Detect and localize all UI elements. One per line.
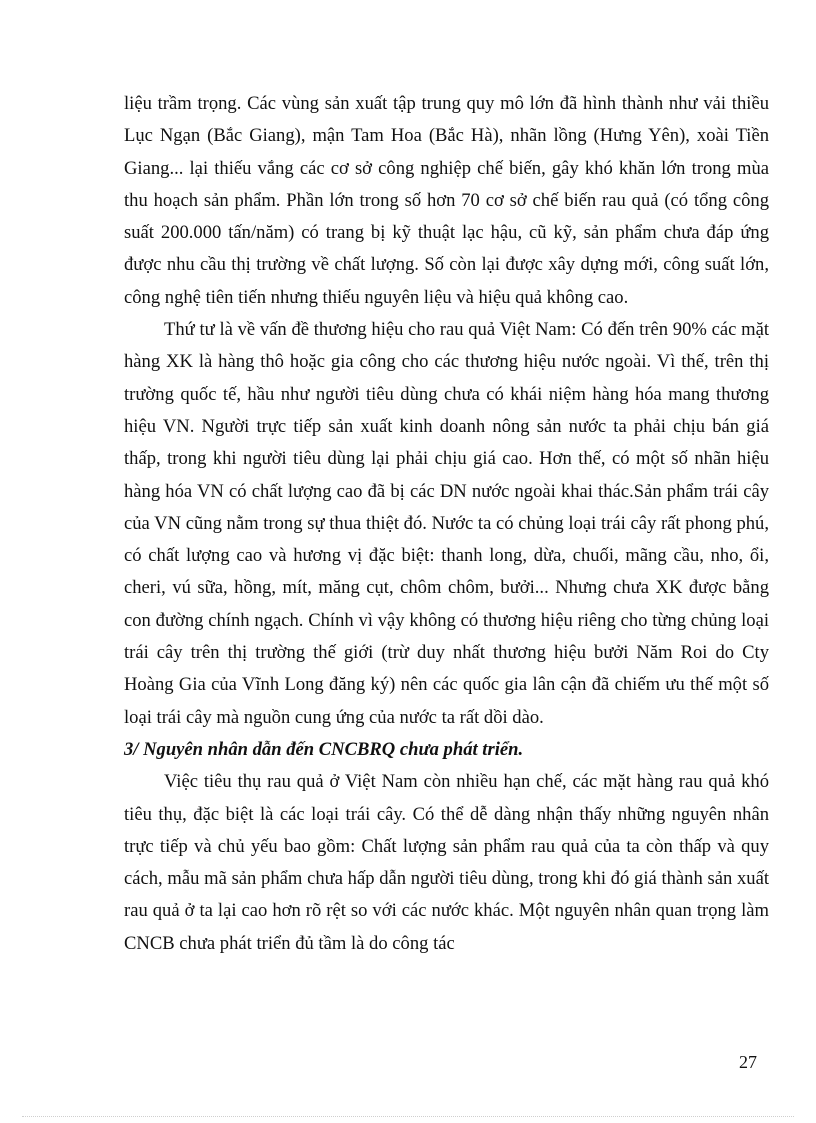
paragraph-brand-issue: Thứ tư là về vấn đề thương hiệu cho rau quả Việt Nam: Có đến trên 90% các mặt hàng XK là hàng thô hoặc gia công cho các thương hiệu nước ngoài. Vì thế, trên thị trường quốc tế, hầu như người tiêu dùng chưa có khái niệm hàng hóa mang thương hiệu VN. Người trực tiếp sản xuất kinh doanh nông sản nước ta phải chịu bán giá thấp, trong khi người tiêu dùng lại phải chịu giá cao. Hơn thế, có một số nhãn hiệu hàng hóa VN có chất lượng cao đã bị các DN nước ngoài khai thác.Sản phẩm trái cây của VN cũng nằm trong sự thua thiệt đó. Nước ta có chủng loại trái cây rất phong phú, có chất lượng cao và hương vị đặc biệt: thanh long, dừa, chuối, mãng cầu, nho, ổi, cheri, vú sữa, hồng, mít, măng cụt, chôm chôm, bưởi... Nhưng chưa XK được bằng con đường chính ngạch. Chính vì vậy không có thương hiệu riêng cho từng chủng loại trái cây trên thị trường thế giới (trừ duy nhất thương hiệu bưởi Năm Roi do Cty Hoàng Gia của Vĩnh Long đăng ký) nên các quốc gia lân cận đã chiếm ưu thế một số loại trái cây mà nguồn cung ứng của nước ta rất dồi dào. bbox=[124, 319, 769, 728]
document-body bbox=[124, 88, 769, 960]
footer-divider bbox=[22, 1116, 794, 1117]
section-heading: 3/ Nguyên nhân dẫn đến CNCBRQ chưa phát triển. bbox=[124, 738, 524, 760]
paragraph-continuation: liệu trầm trọng. Các vùng sản xuất tập trung quy mô lớn đã hình thành như vải thiều Lục Ngạn (Bắc Giang), mận Tam Hoa (Bắc Hà), nhãn lồng (Hưng Yên), xoài Tiền Giang... lại thiếu vắng các cơ sở công nghiệp chế biến, gây khó khăn lớn trong mùa thu hoạch sản phẩm. Phần lớn trong số hơn 70 cơ sở chế biến rau quả (có tổng công suất 200.000 tấn/năm) có trang bị kỹ thuật lạc hậu, cũ kỹ, sản phẩm chưa đáp ứng được nhu cầu thị trường về chất lượng. Số còn lại được xây dựng mới, công suất lớn, công nghệ tiên tiến nhưng thiếu nguyên liệu và hiệu quả không cao. bbox=[124, 93, 769, 308]
paragraph-causes: Việc tiêu thụ rau quả ở Việt Nam còn nhiều hạn chế, các mặt hàng rau quả khó tiêu thụ, đặc biệt là các loại trái cây. Có thể dễ dàng nhận thấy những nguyên nhân trực tiếp và chủ yếu bao gồm: Chất lượng sản phẩm rau quả của ta còn thấp và quy cách, mẫu mã sản phẩm chưa hấp dẫn người tiêu dùng, trong khi đó giá thành sản xuất rau quả ở ta lại cao hơn rõ rệt so với các nước khác. Một nguyên nhân quan trọng làm CNCB chưa phát triển đủ tầm là do công tác bbox=[124, 771, 769, 954]
page-number: 27 bbox=[739, 1052, 757, 1072]
